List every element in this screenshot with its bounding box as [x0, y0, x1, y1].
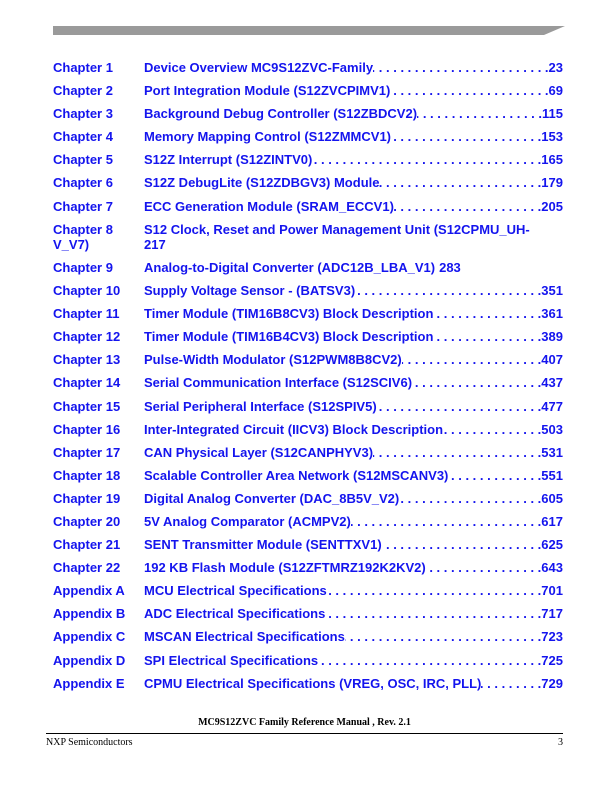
dot-leader — [373, 60, 548, 75]
toc-entry-page: 701 — [541, 583, 563, 599]
toc-entry[interactable] — [53, 653, 563, 668]
toc-entry-label: Chapter 9 — [53, 259, 113, 275]
toc-entry-label: Chapter 19 — [53, 490, 121, 506]
footer — [46, 737, 563, 749]
toc-entry-page: 605 — [541, 490, 563, 506]
toc-entry[interactable] — [53, 83, 563, 98]
toc-entry-label: Chapter 5 — [53, 152, 113, 168]
dot-leader — [433, 329, 541, 344]
toc-entry[interactable] — [53, 329, 563, 344]
toc-entry-title: Scalable Controller Area Network (S12MSCANV3) — [144, 467, 449, 483]
dot-leader — [327, 583, 542, 598]
toc-entry[interactable] — [53, 375, 563, 390]
toc-entry-label: Chapter 1 — [53, 60, 113, 75]
dot-leader — [390, 83, 548, 98]
toc-entry[interactable] — [53, 399, 563, 414]
toc-entry-title: 5V Analog Comparator (ACMPV2) — [144, 513, 351, 529]
dot-leader — [377, 399, 542, 414]
toc-entry-page: 23 — [548, 60, 563, 75]
toc-entry-label: Chapter 11 — [53, 306, 120, 322]
toc-entry-title: Pulse-Width Modulator (S12PWM8B8CV2) — [144, 352, 402, 368]
toc-entry-page: 617 — [541, 513, 563, 529]
toc-entry-page: 503 — [541, 421, 563, 437]
toc-entry-title: Serial Peripheral Interface (S12SPIV5) — [144, 398, 377, 414]
dot-leader — [433, 306, 541, 321]
toc-entry-label: Chapter 12 — [53, 329, 121, 345]
toc-entry-page: 361 — [541, 306, 563, 322]
toc-entry-title: S12 Clock, Reset and Power Management Unit (S12CPMU_UH- — [144, 221, 530, 237]
toc-entry-title: CAN Physical Layer (S12CANPHYV3) — [144, 444, 374, 460]
toc-entry-title: ECC Generation Module (SRAM_ECCV1) — [144, 198, 394, 214]
toc-entry-label: Chapter 21 — [53, 537, 121, 553]
toc-entry-label: Appendix C — [53, 629, 126, 645]
toc-entry[interactable] — [53, 260, 563, 275]
toc-entry-title: Digital Analog Converter (DAC_8B5V_V2) — [144, 490, 400, 506]
toc-entry-title: ADC Electrical Specifications — [144, 606, 326, 622]
toc-entry-label: Chapter 7 — [53, 198, 113, 214]
toc-entry-label: Appendix D — [53, 652, 126, 668]
toc-entry-page: 729 — [541, 675, 563, 691]
toc-entry-page: 477 — [541, 398, 563, 414]
toc-entry-title: MSCAN Electrical Specifications — [144, 629, 345, 645]
footer-divider — [46, 733, 563, 734]
toc-entry-title: Serial Communication Interface (S12SCIV6) — [144, 375, 413, 391]
dot-leader — [312, 152, 541, 167]
toc-entry-title: 192 KB Flash Module (S12ZFTMRZ192K2KV2) — [144, 560, 426, 576]
dot-leader — [345, 629, 541, 644]
toc-entry-label: Chapter 3 — [53, 106, 113, 122]
toc-entry-title: Timer Module (TIM16B4CV3) Block Description — [144, 329, 434, 345]
toc-entry[interactable] — [53, 222, 563, 237]
toc-entry-title: CPMU Electrical Specifications (VREG, OSC, IRC, PLL) — [144, 675, 482, 691]
dot-leader — [373, 445, 541, 460]
toc-entry-page: 437 — [541, 375, 563, 391]
dot-leader — [382, 537, 542, 552]
toc-entry[interactable] — [53, 629, 563, 644]
toc-entry[interactable] — [53, 583, 563, 598]
toc-entry-page: 351 — [541, 283, 563, 299]
toc-entry[interactable] — [53, 606, 563, 621]
toc-entry[interactable] — [53, 175, 563, 190]
header-bar — [53, 26, 565, 35]
toc-entry-label: Appendix B — [53, 606, 126, 622]
toc-entry-title: MCU Electrical Specifications — [144, 583, 327, 599]
toc-entry-page: 283 — [439, 259, 461, 275]
dot-leader — [318, 653, 541, 668]
toc-entry-continuation[interactable] — [53, 237, 563, 252]
toc-entry-page: 407 — [541, 352, 563, 368]
toc-entry-label: Chapter 4 — [53, 129, 113, 145]
toc-entry[interactable] — [53, 560, 563, 575]
toc-entry-label: Chapter 8 — [53, 221, 113, 237]
toc-entry-label: Chapter 13 — [53, 352, 121, 368]
toc-entry-page: 625 — [541, 537, 563, 553]
toc-entry[interactable] — [53, 352, 563, 367]
dot-leader — [355, 283, 541, 298]
dot-leader — [325, 606, 541, 621]
toc-entry-title: Inter-Integrated Circuit (IICV3) Block Description — [144, 421, 444, 437]
toc-entry-title: Device Overview MC9S12ZVC-Family — [144, 60, 374, 75]
toc-entry[interactable] — [53, 283, 563, 298]
dot-leader — [379, 175, 541, 190]
toc-entry-title: Background Debug Controller (S12ZBDCV2) — [144, 106, 418, 122]
dot-leader — [391, 129, 541, 144]
toc-entry-page: 717 — [541, 606, 563, 622]
toc-entry-page: 179 — [541, 175, 563, 191]
toc-entry-page: 69 — [548, 83, 563, 99]
toc-entry[interactable] — [53, 491, 563, 506]
toc-entry-label: Chapter 20 — [53, 513, 121, 529]
toc-entry[interactable] — [53, 306, 563, 321]
toc-entry-page: 205 — [541, 198, 563, 214]
toc-entry-label: Chapter 6 — [53, 175, 113, 191]
dot-leader — [481, 676, 541, 691]
toc-entry-page: 115 — [542, 106, 563, 122]
toc-entry-page: 551 — [541, 467, 563, 483]
toc-entry-page: 153 — [541, 129, 563, 145]
toc-entry-label: Chapter 2 — [53, 83, 113, 99]
toc-entry-page: 643 — [541, 560, 563, 576]
toc-entry-label: Chapter 14 — [53, 375, 121, 391]
dot-leader — [448, 468, 541, 483]
toc-entry[interactable] — [53, 514, 563, 529]
toc-entry-title: SPI Electrical Specifications — [144, 652, 319, 668]
toc-entry-page: 389 — [541, 329, 563, 345]
dot-leader — [412, 375, 541, 390]
toc-entry-label: Chapter 15 — [53, 398, 121, 414]
toc-entry[interactable] — [53, 129, 563, 144]
footer-publisher: NXP Semiconductors — [46, 737, 133, 748]
toc-entry[interactable] — [53, 199, 563, 214]
toc-entry-label: V_V7) — [53, 236, 90, 252]
toc-entry-label: Appendix A — [53, 583, 125, 599]
toc-entry-page: 723 — [541, 629, 563, 645]
toc-entry[interactable] — [53, 445, 563, 460]
toc-entry-title: Memory Mapping Control (S12ZMMCV1) — [144, 129, 392, 145]
toc-entry-title: 217 — [144, 236, 166, 252]
toc-entry-title: SENT Transmitter Module (SENTTXV1) — [144, 537, 382, 553]
toc-entry-title: S12Z DebugLite (S12ZDBGV3) Module — [144, 175, 380, 191]
toc-entry-title: Timer Module (TIM16B8CV3) Block Description — [144, 306, 434, 322]
toc-entry-title: Supply Voltage Sensor - (BATSV3) — [144, 283, 356, 299]
toc-entry-label: Chapter 18 — [53, 467, 121, 483]
toc-entry[interactable] — [53, 60, 563, 75]
toc-entry[interactable] — [53, 152, 563, 167]
dot-leader — [443, 422, 541, 437]
dot-leader — [399, 491, 541, 506]
toc-entry[interactable] — [53, 537, 563, 552]
toc-entry-title: S12Z Interrupt (S12ZINTV0) — [144, 152, 313, 168]
toc-entry-page: 531 — [541, 444, 563, 460]
dot-leader — [394, 199, 541, 214]
toc-entry-label: Chapter 10 — [53, 283, 121, 299]
toc-entry-title: Analog-to-Digital Converter (ADC12B_LBA_V1) — [144, 259, 436, 275]
footer-page-number: 3 — [558, 737, 563, 748]
toc-entry-title: Port Integration Module (S12ZVCPIMV1) — [144, 83, 391, 99]
dot-leader — [417, 106, 542, 121]
toc-entry-label: Chapter 17 — [53, 444, 121, 460]
toc-entry[interactable] — [53, 422, 563, 437]
toc-list — [53, 60, 563, 699]
footer-manual-title: MC9S12ZVC Family Reference Manual , Rev. 2.1 — [198, 717, 411, 728]
dot-leader — [402, 352, 542, 367]
dot-leader — [426, 560, 542, 575]
toc-entry[interactable] — [53, 106, 563, 121]
dot-leader — [351, 514, 541, 529]
toc-entry-label: Chapter 16 — [53, 421, 121, 437]
toc-entry[interactable] — [53, 468, 563, 483]
toc-entry-page: 725 — [541, 652, 563, 668]
toc-entry-label: Chapter 22 — [53, 560, 121, 576]
toc-entry-page: 165 — [541, 152, 563, 168]
toc-entry[interactable] — [53, 676, 563, 691]
toc-entry-label: Appendix E — [53, 675, 125, 691]
